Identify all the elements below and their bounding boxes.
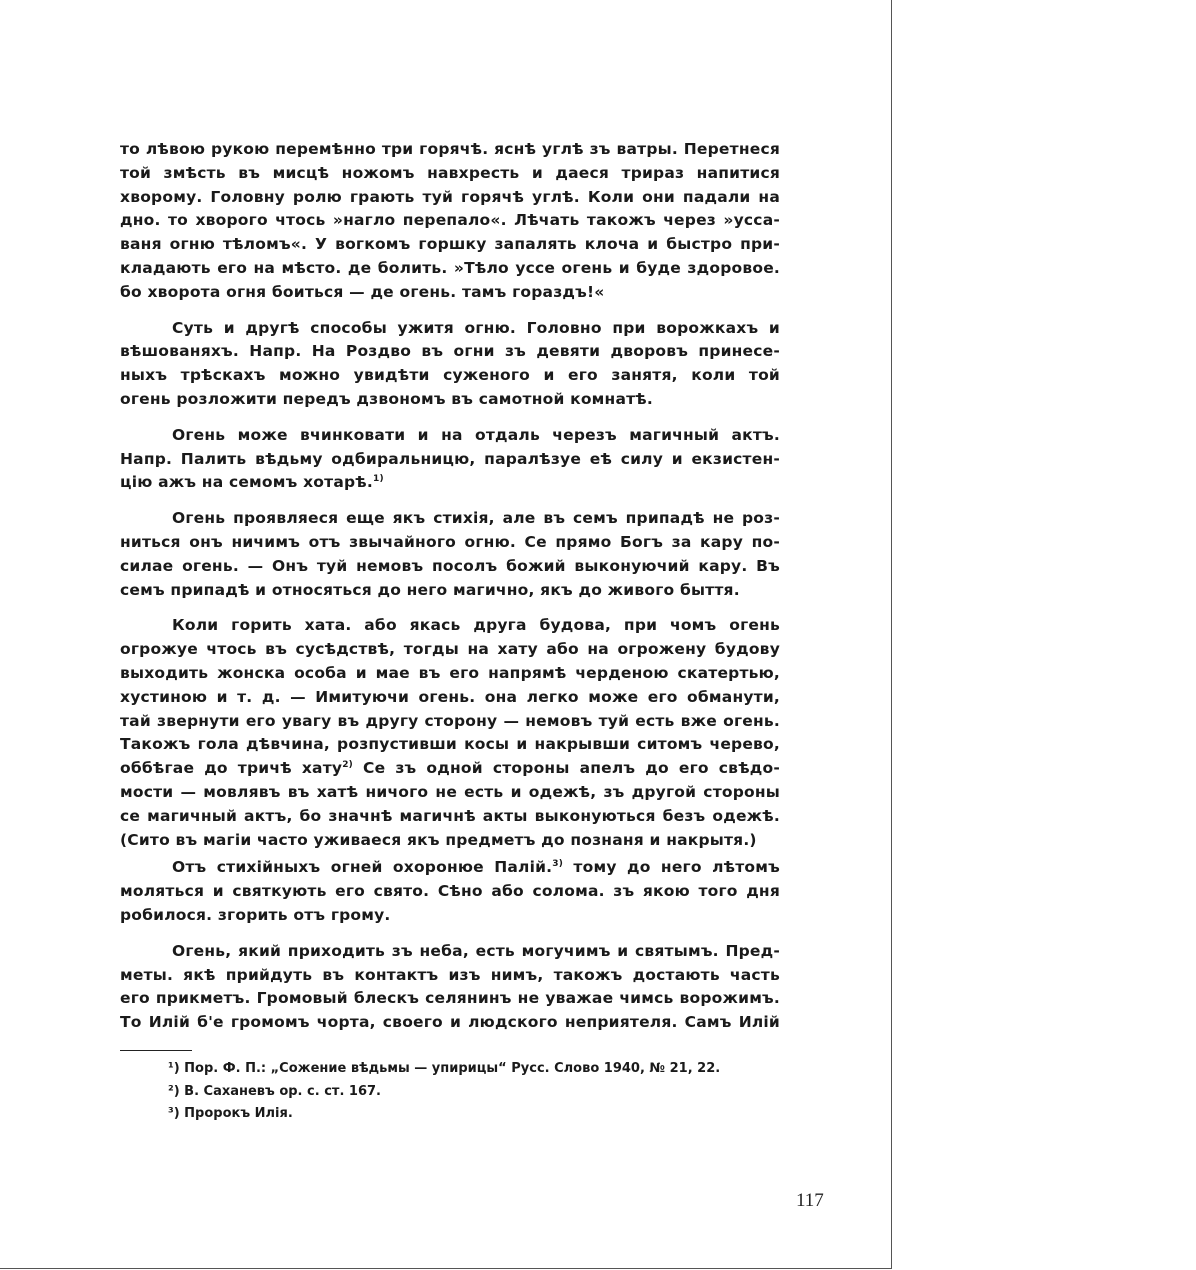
footnote-3: ³) Пророкъ Илія.	[168, 1106, 293, 1121]
text-run: оббѣгае до тричѣ хату	[120, 759, 343, 778]
text-line: хворому. Головну ролю грають туй горячѣ углѣ. Коли они падали на	[120, 187, 780, 206]
text-line: То Илій б'е громомъ чорта, своего и людского неприятеля. Самъ Илій	[120, 1013, 780, 1032]
footnote-divider	[120, 1050, 192, 1051]
paragraph-2	[120, 317, 780, 412]
text-line: ваня огню тѣломъ«. У вогкомъ горшку запалять клоча и быстро при-	[120, 235, 780, 254]
text-line	[120, 856, 780, 880]
text-line: бо хворота огня боиться — де огень. тамъ гораздъ!«	[120, 282, 605, 301]
footnote-1: ¹) Пор. Ф. П.: „Сожение вѣдьмы — упирицы“ Русс. Слово 1940, № 21, 22.	[168, 1061, 721, 1076]
text-line: то лѣвою рукою перемѣнно три горячѣ. яснѣ углѣ зъ ватры. Перетнеся	[120, 140, 780, 158]
text-line: меты. якѣ прийдуть въ контактъ изъ нимъ, такожъ достають часть	[120, 965, 780, 984]
text-line: его прикметъ. Громовый блескъ селянинъ не уважае чимсь ворожимъ.	[120, 989, 780, 1008]
footnote-ref-1: 1)	[372, 474, 384, 485]
text-run: Се зъ одной стороны апелъ до его свѣдо-	[363, 759, 780, 778]
text-line: той змѣсть въ мисцѣ ножомъ навхресть и даеся трираз напитися	[120, 163, 780, 182]
footnote-ref-2: 2)	[342, 759, 353, 770]
text-line: ныхъ трѣскахъ можно увидѣти суженого и его занятя, коли той	[120, 366, 780, 385]
text-line: (Сито въ магіи часто уживаеся якъ предметъ до познаня и накрытя.)	[120, 830, 757, 849]
text-line: мости — мовлявъ въ хатѣ ничого не есть и одежѣ, зъ другой стороны	[120, 782, 780, 801]
text-line: ниться онъ ничимъ отъ звычайного огню. Се прямо Богъ за кару по-	[120, 532, 780, 551]
page-number: 117	[796, 1190, 824, 1211]
paragraph-1	[120, 138, 780, 305]
paragraph-7	[120, 940, 780, 1035]
text-line: огень розложити передъ дзвономъ въ самотной комнатѣ.	[120, 389, 653, 408]
text-line: робилося. згорить отъ грому.	[120, 905, 391, 924]
paragraph-6	[120, 856, 780, 927]
text-line: вѣшованяхъ. Напр. На Роздво въ огни зъ девяти дворовъ принесе-	[120, 342, 780, 361]
text-line: Огень, який приходить зъ неба, есть могучимъ и святымъ. Пред-	[172, 941, 780, 960]
paragraph-4	[120, 507, 780, 602]
text-line: дно. то хворого чтось »нагло перепало«. Лѣчать такожъ через »усса-	[120, 211, 780, 230]
text-line	[120, 471, 780, 495]
text-line: се магичный актъ, бо значнѣ магичнѣ акты выконуються безъ одежѣ.	[120, 806, 780, 825]
text-line: выходить жонска особа и мае въ его напрямѣ черденою скатертью,	[120, 663, 780, 682]
text-line: огрожуе чтось въ сусѣдствѣ, тогды на хату або на огрожену будову	[120, 640, 780, 659]
text-run: цію ажъ на семомъ хотарѣ.	[120, 473, 373, 492]
text-run: тому до него лѣтомъ	[573, 858, 780, 877]
text-line: Огень проявляеся еще якъ стихія, але въ семъ припадѣ не роз-	[172, 509, 780, 528]
paragraph-5	[120, 614, 780, 852]
paragraph-3	[120, 424, 780, 495]
text-line: кладають его на мѣсто. де болить. »Тѣло уссе огень и буде здоровое.	[120, 258, 780, 277]
footnote-2: ²) В. Саханевъ ор. с. ст. 167.	[168, 1083, 381, 1099]
text-line: моляться и святкують его свято. Сѣно або солома. зъ якою того дня	[120, 882, 780, 901]
text-line: Огень може вчинковати и на отдаль черезъ магичный актъ.	[172, 425, 780, 444]
text-line	[120, 757, 780, 781]
text-line: Такожъ гола дѣвчина, розпустивши косы и накрывши ситомъ черево,	[120, 735, 780, 754]
text-run: Отъ стихійныхъ огней охоронюе Палій.	[172, 858, 553, 877]
footnote-ref-3: 3)	[552, 859, 564, 870]
text-line: Коли горить хата. або якась друга будова, при чомъ огень	[172, 616, 780, 635]
footnotes	[168, 1058, 788, 1126]
body-text	[120, 138, 780, 1047]
text-line: хустиною и т. д. — Имитуючи огень. она легко може его обманути,	[120, 687, 780, 706]
text-line: Суть и другѣ способы ужитя огню. Головно при ворожкахъ и	[172, 318, 780, 337]
text-line: силае огень. — Онъ туй немовъ посолъ божий выконуючий кару. Въ	[120, 556, 780, 575]
text-line: тай звернути его увагу въ другу сторону — немовъ туй есть вже огень.	[120, 711, 780, 730]
text-line: семъ припадѣ и относяться до него магично, якъ до живого быття.	[120, 580, 740, 599]
text-line: Напр. Палить вѣдьму одбиральницю, паралѣзуе еѣ силу и екзистен-	[120, 449, 780, 468]
